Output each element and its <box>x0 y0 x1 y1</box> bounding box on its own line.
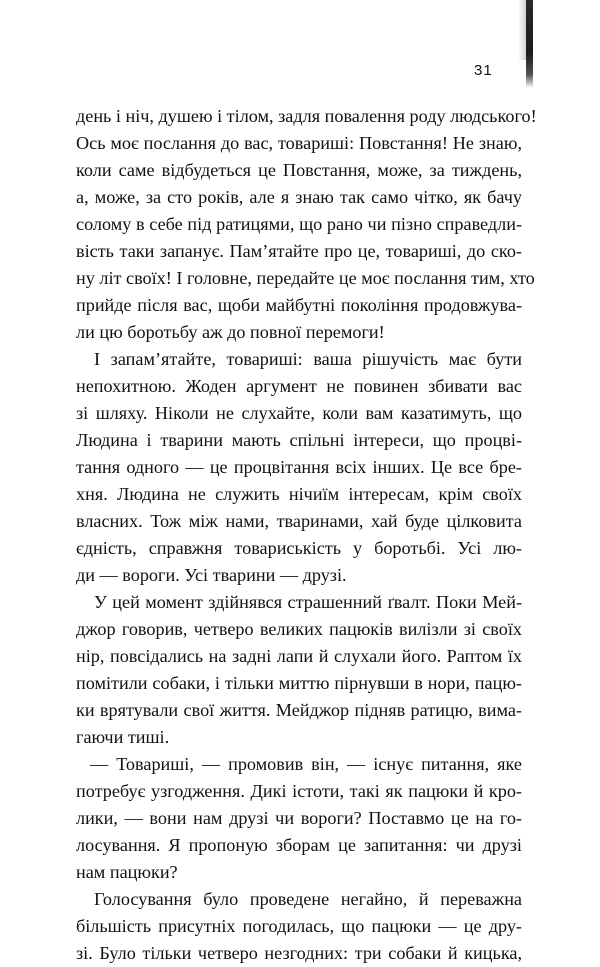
text-line: день і ніч, душею і тілом, задля повалення роду людського! <box>76 106 537 126</box>
text-line: У цей момент здійнявся страшенний ґвалт. Поки Мей- <box>94 592 522 612</box>
text-line: нам пацюки? <box>76 862 178 882</box>
text-line: гаючи тиші. <box>76 727 170 747</box>
page-edge-shadow <box>518 0 526 60</box>
text-line: ки врятували свої життя. Мейджор підняв ратицю, вима- <box>76 700 522 720</box>
text-line: власних. Тож між нами, тваринами, хай буде цілковита <box>76 511 522 531</box>
text-line: прийде після вас, щоби майбутні покоління продовжува- <box>76 295 522 315</box>
paragraph <box>76 589 522 751</box>
body-text <box>76 103 537 967</box>
text-line: зі. Було тільки четверо незгодних: три собаки й кицька, <box>76 943 522 963</box>
paragraph <box>76 886 522 967</box>
paragraph <box>76 751 522 886</box>
text-line: а, може, за сто років, але я знаю так само чітко, як бачу <box>76 187 522 207</box>
text-line: зі шляху. Ніколи не слухайте, коли вам казатимуть, що <box>76 403 522 423</box>
page-number: 31 <box>474 62 493 79</box>
text-line: ди — вороги. Усі тварини — друзі. <box>76 565 347 585</box>
text-line: джор говорив, четверо великих пацюків вилізли зі своїх <box>76 619 522 639</box>
text-line: Ось моє послання до вас, товариші: Повстання! Не знаю, <box>76 133 522 153</box>
text-line: вість таки запанує. Пам’ятайте про це, товариші, до ско- <box>76 241 522 261</box>
text-line: солому в себе під ратицями, що рано чи пізно справедли- <box>76 214 522 234</box>
text-line: ну літ своїх! І головне, передайте це моє послання тим, хто <box>76 268 535 288</box>
paragraph <box>76 103 537 346</box>
page-edge-bar <box>526 0 533 88</box>
text-line: лосування. Я пропоную зборам це запитання: чи друзі <box>76 835 522 855</box>
text-line: непохитною. Жоден аргумент не повинен збивати вас <box>76 376 522 396</box>
text-line: хня. Людина не служить нічиїм інтересам, крім своїх <box>76 484 522 504</box>
text-line: тання одного — це процвітання всіх інших. Це все бре- <box>76 457 522 477</box>
text-line: Людина і тварини мають спільні інтереси, що процві- <box>76 430 522 450</box>
text-line: коли саме відбудеться це Повстання, може, за тиждень, <box>76 160 522 180</box>
text-line: Голосування було проведене негайно, й переважна <box>94 889 522 909</box>
text-line: помітили собаки, і тільки миттю пірнувши в нори, пацю- <box>76 673 522 693</box>
text-line: І запам’ятайте, товариші: ваша рішучість має бути <box>94 349 522 369</box>
paragraph <box>76 346 522 589</box>
text-line: лики, — вони нам друзі чи вороги? Поставмо це на го- <box>76 808 522 828</box>
text-line: єдність, справжня товариськість у боротьбі. Усі лю- <box>76 538 522 558</box>
text-line: нір, повсідались на задні лапи й слухали його. Раптом їх <box>76 646 522 666</box>
text-line: потребує узгодження. Дикі істоти, такі як пацюки й кро- <box>76 781 522 801</box>
text-line: більшість присутніх погодилась, що пацюки — це дру- <box>76 916 522 936</box>
text-line: ли цю боротьбу аж до повної перемоги! <box>76 322 385 342</box>
text-line: — Товариші, — промовив він, — існує питання, яке <box>90 754 522 774</box>
